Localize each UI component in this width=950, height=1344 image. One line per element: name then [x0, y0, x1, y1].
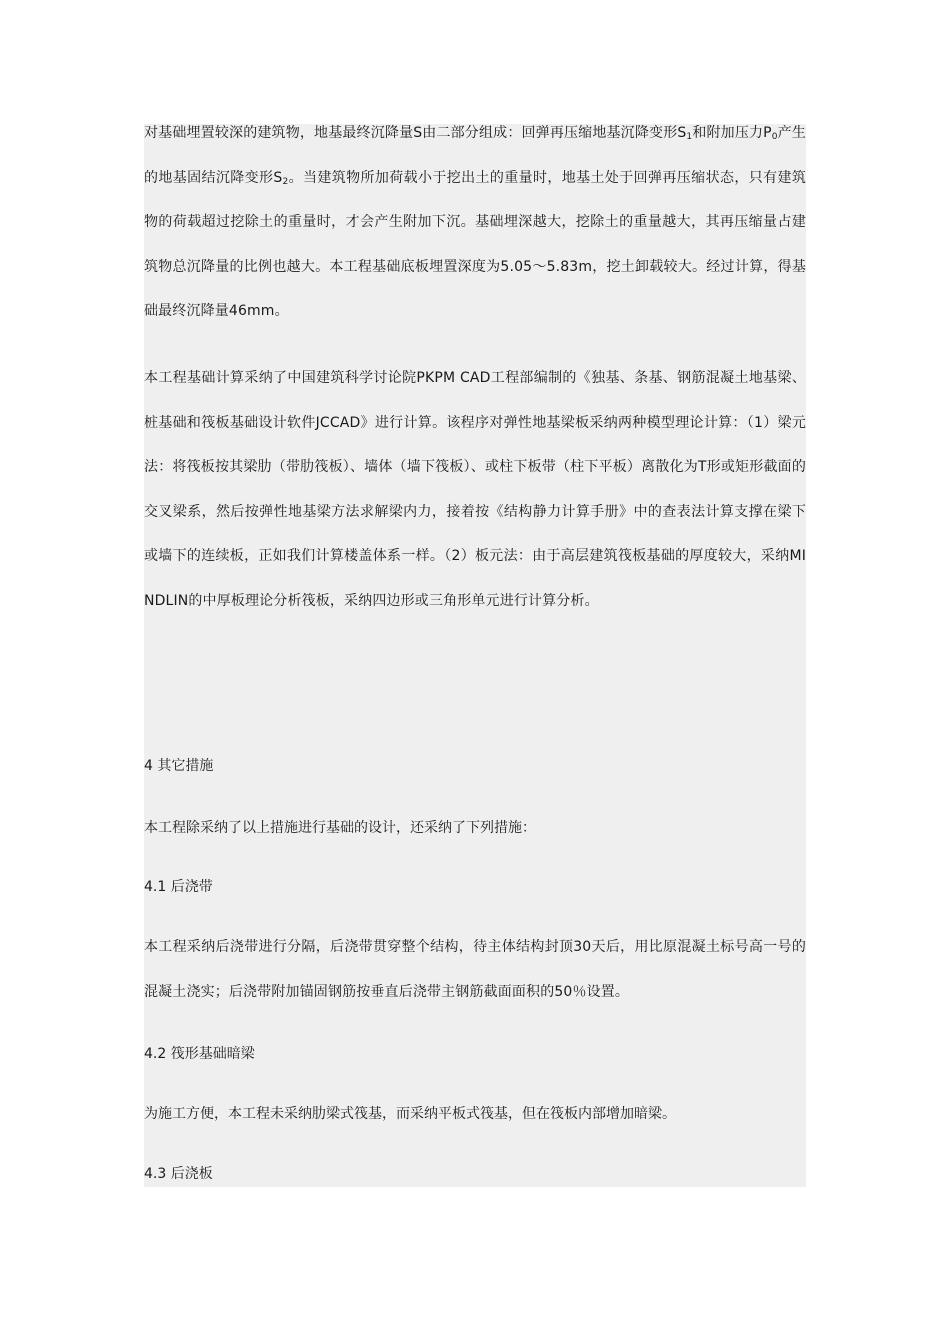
section-heading-4: 4 其它措施	[144, 758, 214, 774]
subscript: 1	[686, 132, 693, 142]
paragraph-other-measures: 本工程除采纳了以上措施进行基础的设计，还采纳了下列措施：	[144, 820, 536, 836]
paragraph-settlement	[144, 111, 806, 334]
subsection-heading-4-2: 4.2 筏形基础暗梁	[144, 1046, 255, 1062]
text-run: 和附加压力P	[692, 125, 772, 141]
paragraph-post-cast-strip: 本工程采纳后浇带进行分隔，后浇带贯穿整个结构，待主体结构封顶30天后，用比原混凝土标号高一号的混凝土浇实；后浇带附加锚固钢筋按垂直后浇带主钢筋截面面积的50％设置。	[144, 939, 806, 1000]
subsection-heading-4-3: 4.3 后浇板	[144, 1166, 213, 1182]
text-run: 对基础埋置较深的建筑物，地基最终沉降量S由二部分组成：回弹再压缩地基沉降变形S	[144, 125, 687, 141]
subsection-heading-4-1: 4.1 后浇带	[144, 879, 213, 895]
paragraph-hidden-beams: 为施工方便，本工程未采纳肋梁式筏基，而采纳平板式筏基，但在筏板内部增加暗梁。	[144, 1106, 676, 1122]
text-run: 。当建筑物所加荷载小于挖出土的重量时，地基土处于回弹再压缩状态，只有建筑物的荷载超过挖除土的重量时，才会产生附加下沉。基础埋深越大，挖除土的重量越大，其再压缩量占建筑物总沉降量的比例也越大。本工程基础底板埋置深度为5.05～5.83m，挖土卸载较大。经过计算，得基础最终沉降量46mm。	[144, 169, 806, 320]
paragraph-calculation-software: 本工程基础计算采纳了中国建筑科学讨论院PKPM CAD工程部编制的《独基、条基、钢筋混凝土地基梁、桩基础和筏板基础设计软件JCCAD》进行计算。该程序对弹性地基梁板采纳两种模型理论计算：（1）梁元法：将筏板按其梁肋（带肋筏板）、墙体（墙下筏板）、或柱下板带（柱下平板）离散化为T形或矩形截面的交叉梁系，然后按弹性地基梁方法求解梁内力，接着按《结构静力计算手册》中的查表法计算支撑在梁下或墙下的连续板，正如我们计算楼盖体系一样。（2）板元法：由于高层建筑筏板基础的厚度较大，采纳MINDLIN的中厚板理论分析筏板，采纳四边形或三角形单元进行计算分析。	[144, 370, 806, 609]
subscript: 0	[771, 132, 778, 142]
text-run: 产生的地基固结沉降变形S	[144, 125, 806, 186]
subscript: 2	[282, 176, 289, 187]
